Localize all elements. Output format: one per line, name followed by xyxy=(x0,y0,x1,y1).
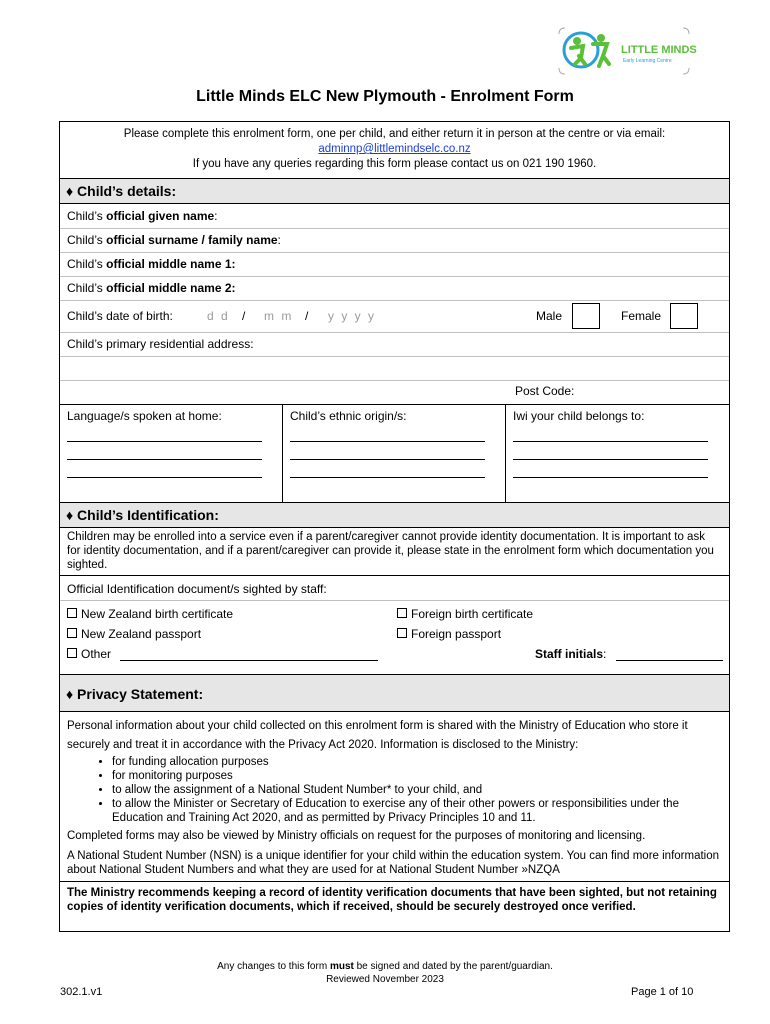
surname-label: official surname / family name xyxy=(106,233,278,247)
intro-block xyxy=(60,122,729,178)
page-title: Little Minds ELC New Plymouth - Enrolment Form xyxy=(196,88,574,105)
diamond-icon: ♦ xyxy=(66,686,74,702)
given-name-row[interactable] xyxy=(60,204,729,228)
language-line-2[interactable] xyxy=(67,459,262,460)
middle-name-2-prefix: Child’s xyxy=(67,281,107,295)
iwi-line-2[interactable] xyxy=(513,459,708,460)
surname-row[interactable] xyxy=(60,228,729,252)
address-line-2[interactable] xyxy=(60,356,729,380)
form-code: 302.1.v1 xyxy=(60,986,103,998)
surname-suffix: : xyxy=(277,233,281,247)
postcode-row[interactable] xyxy=(60,380,729,404)
language-line-1[interactable] xyxy=(67,441,262,442)
foreign-passport-option[interactable] xyxy=(397,627,501,641)
staff-initials-label: Staff initials xyxy=(535,647,604,661)
diamond-icon: ♦ xyxy=(66,507,74,523)
given-name-label: official given name xyxy=(106,209,215,223)
dob-year-field[interactable]: y y y y xyxy=(328,309,377,323)
sighted-label: Official Identification document/s sighted by staff: xyxy=(67,582,327,596)
privacy-header xyxy=(60,674,729,712)
privacy-paragraph-3: A National Student Number (NSN) is a unique identifier for your child within the education system. You can find more information about National Student Numbers and what they are used for at National Student Number »NZQA xyxy=(67,850,720,876)
column-divider-2 xyxy=(505,405,506,502)
childs-details-header xyxy=(60,178,729,204)
other-input-line[interactable] xyxy=(120,660,378,661)
intro-line-1: Please complete this enrolment form, one per child, and either return it in person at the centre or via email: xyxy=(123,128,666,140)
checkbox-icon[interactable] xyxy=(397,608,407,618)
foreign-birth-option[interactable] xyxy=(397,607,533,621)
ethnic-line-3[interactable] xyxy=(290,477,485,478)
nz-passport-option[interactable] xyxy=(67,627,201,641)
middle-name-2-row[interactable] xyxy=(60,276,729,300)
privacy-bullet-list xyxy=(88,755,702,825)
footer-notice xyxy=(0,960,770,986)
ethnic-line-1[interactable] xyxy=(290,441,485,442)
staff-initials-line[interactable] xyxy=(616,660,723,661)
list-item: • for funding allocation purposes xyxy=(112,755,702,769)
footer-line-1b: be signed and dated by the parent/guardian. xyxy=(353,961,553,972)
female-checkbox[interactable] xyxy=(670,303,698,329)
footer-line-1a: Any changes to this form xyxy=(217,961,330,972)
dob-label: Child’s date of birth: xyxy=(67,309,173,323)
identification-sighted-block: Official Identification document/s sighted by staff: New Zealand birth certificate Foreign birth certificate New Zealand passport Foreign passport Other Staff initials: xyxy=(60,575,729,674)
middle-name-2-label: official middle name 2: xyxy=(106,281,236,295)
address-row[interactable] xyxy=(60,332,729,356)
privacy-paragraph-2: Completed forms may also be viewed by Ministry officials on request for the purposes of monitoring and licensing. xyxy=(67,830,646,842)
female-label: Female xyxy=(621,309,662,323)
given-name-suffix: : xyxy=(214,209,218,223)
list-item: • to allow the assignment of a National Student Number* to your child, and xyxy=(112,783,702,797)
checkbox-icon[interactable] xyxy=(67,648,77,658)
divider xyxy=(60,881,729,882)
middle-name-1-row[interactable] xyxy=(60,252,729,276)
privacy-bold-note: The Ministry recommends keeping a record of identity verification documents that have been sighted, but not retaining copies of identity verification documents, which if received, should be securely destroyed once verified. xyxy=(67,887,717,913)
nz-birth-option[interactable] xyxy=(67,607,233,621)
checkbox-icon[interactable] xyxy=(67,628,77,638)
address-label: Child’s primary residential address: xyxy=(67,337,254,351)
dob-separator-2: / xyxy=(305,309,309,323)
dob-row xyxy=(60,300,729,332)
ethnic-line-2[interactable] xyxy=(290,459,485,460)
language-line-3[interactable] xyxy=(67,477,262,478)
list-item: • for monitoring purposes xyxy=(112,769,702,783)
male-label: Male xyxy=(536,309,563,323)
postcode-label: Post Code: xyxy=(515,384,575,398)
little-minds-logo xyxy=(557,22,697,78)
dob-day-field[interactable]: d d xyxy=(207,309,230,323)
privacy-heading: Privacy Statement: xyxy=(77,686,204,702)
logo-text: LITTLE MINDS xyxy=(621,44,697,56)
foreign-birth-label: Foreign birth certificate xyxy=(411,607,534,621)
divider xyxy=(60,600,729,601)
foreign-passport-label: Foreign passport xyxy=(411,627,502,641)
enrolment-form xyxy=(59,121,730,932)
dob-month-field[interactable]: m m xyxy=(264,309,294,323)
identification-heading: Child’s Identification: xyxy=(77,507,219,523)
nz-passport-label: New Zealand passport xyxy=(81,627,202,641)
surname-prefix: Child’s xyxy=(67,233,107,247)
male-checkbox[interactable] xyxy=(572,303,600,329)
list-item: • to allow the Minister or Secretary of Education to exercise any of their other powers or responsibilities under the Education and Training Act 2020, and as permitted by Privacy Principles 10 and 11. xyxy=(112,797,702,825)
email-link[interactable]: adminnp@littlemindselc.co.nz xyxy=(318,143,471,155)
ethnic-label: Child’s ethnic origin/s: xyxy=(290,409,407,423)
language-label: Language/s spoken at home: xyxy=(67,409,222,423)
dob-separator-1: / xyxy=(242,309,246,323)
nz-birth-label: New Zealand birth certificate xyxy=(81,607,234,621)
column-divider-1 xyxy=(282,405,283,502)
given-name-prefix: Child’s xyxy=(67,209,107,223)
other-label: Other xyxy=(81,647,112,661)
intro-line-2: If you have any queries regarding this form please contact us on 021 190 1960. xyxy=(192,158,597,170)
middle-name-1-label: official middle name 1: xyxy=(106,257,236,271)
middle-name-1-prefix: Child’s xyxy=(67,257,107,271)
footer-reviewed: Reviewed November 2023 xyxy=(326,974,444,985)
checkbox-icon[interactable] xyxy=(67,608,77,618)
footer-must: must xyxy=(329,961,354,972)
privacy-paragraph-1: Personal information about your child collected on this enrolment form is shared with the Ministry of Education who store it securely and treat it in accordance with the Privacy Act 2020. Information is disclosed to the Ministry: xyxy=(67,720,688,751)
identification-paragraph: Children may be enrolled into a service even if a parent/caregiver cannot provide identity documentation. It is important to ask for identity documentation, and if a parent/caregiver can provide it, please state in the enrolment form which documentation you sighted. xyxy=(67,531,714,571)
checkbox-icon[interactable] xyxy=(397,628,407,638)
iwi-line-3[interactable] xyxy=(513,477,708,478)
iwi-label: Iwi your child belongs to: xyxy=(513,409,645,423)
identification-header xyxy=(60,502,729,528)
diamond-icon: ♦ xyxy=(66,183,74,199)
other-option[interactable] xyxy=(67,647,111,661)
language-ethnic-iwi-row xyxy=(60,404,729,502)
page-number: Page 1 of 10 xyxy=(631,986,694,998)
iwi-line-1[interactable] xyxy=(513,441,708,442)
childs-details-heading: Child’s details: xyxy=(77,183,177,199)
logo-subtext: Early Learning Centre xyxy=(623,58,672,64)
